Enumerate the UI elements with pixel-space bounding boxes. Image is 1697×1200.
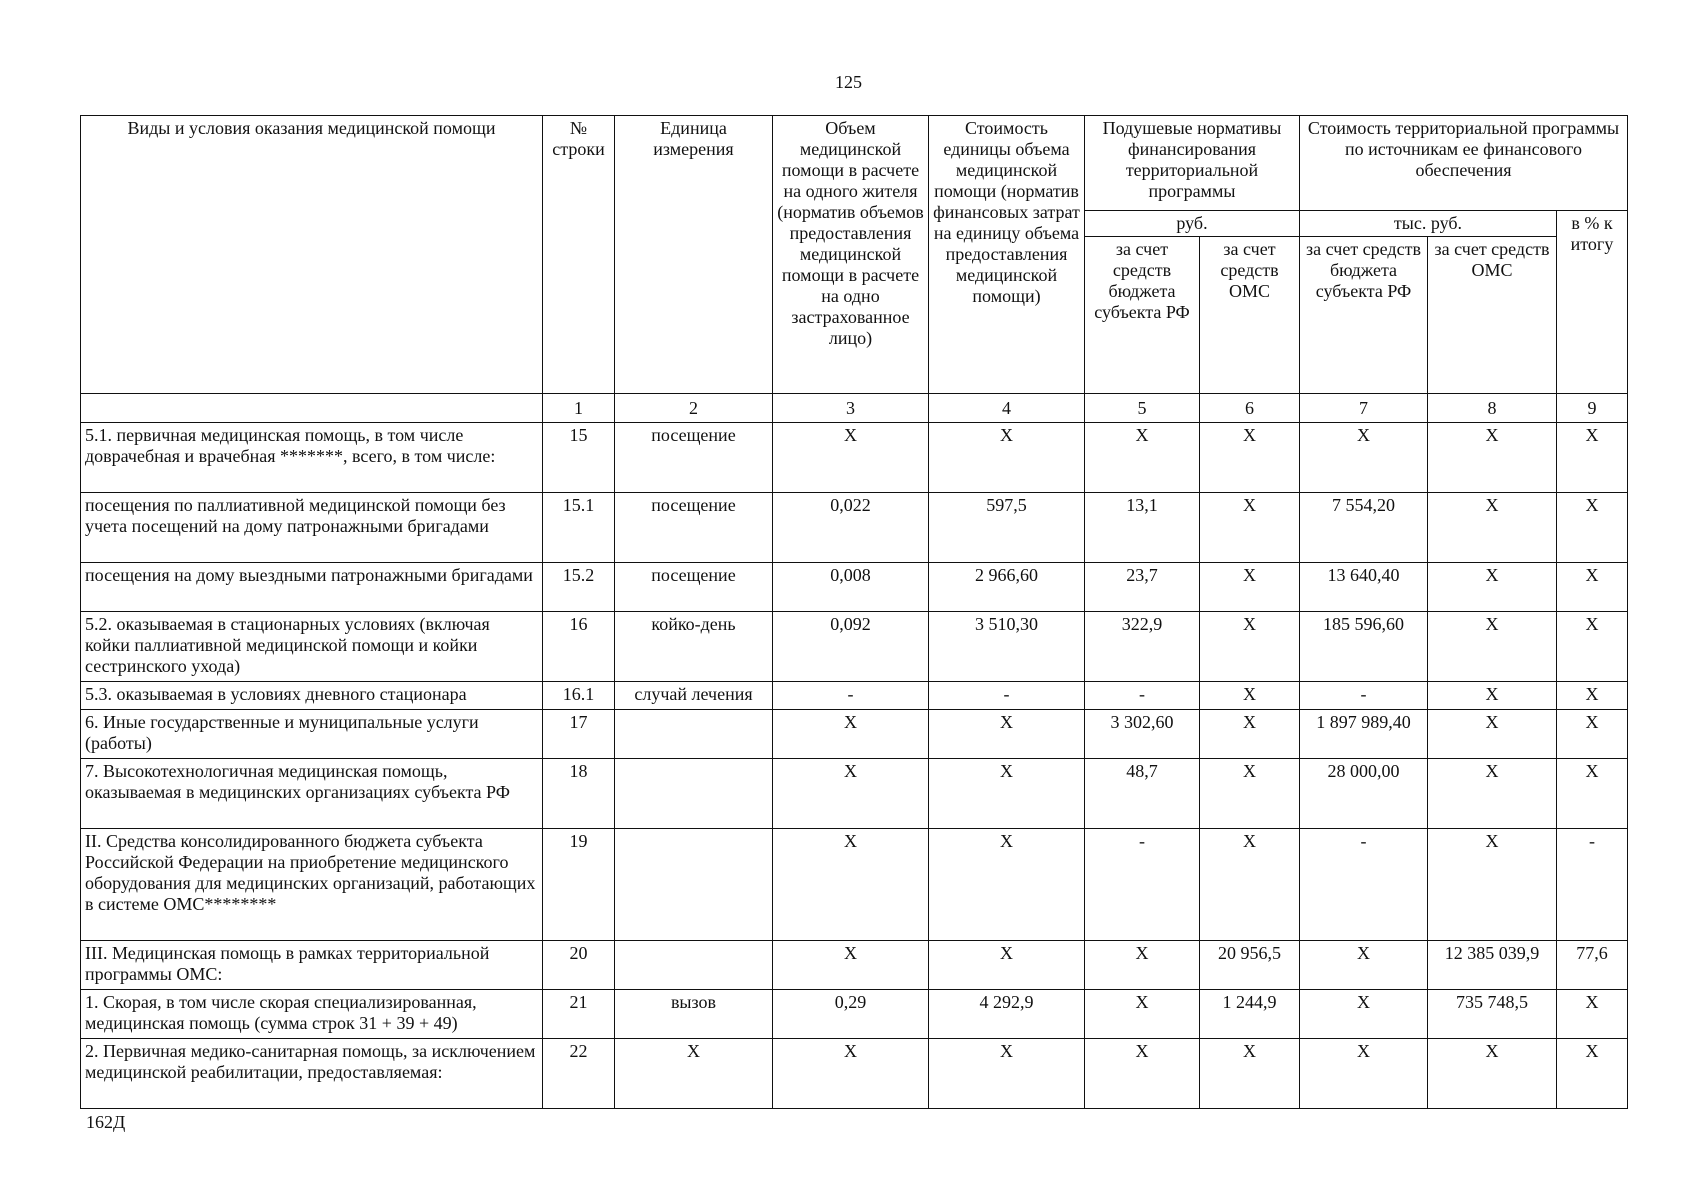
row-per-capita-oms: Х [1200,612,1300,682]
row-per-capita-oms: Х [1200,829,1300,941]
column-number: 1 [543,394,615,423]
row-name: 5.2. оказываемая в стационарных условиях (включая койки паллиативной медицинской помощи и койки сестринского ухода) [81,612,543,682]
row-percent: Х [1557,682,1628,710]
row-number: 15 [543,423,615,493]
row-volume: Х [773,1039,929,1109]
column-number: 7 [1300,394,1428,423]
row-number: 16.1 [543,682,615,710]
row-cost-budget: 13 640,40 [1300,563,1428,612]
row-per-capita-oms: Х [1200,759,1300,829]
row-percent: Х [1557,563,1628,612]
row-unit [615,941,773,990]
header-row-number: № строки [543,116,615,394]
row-per-capita-budget: 3 302,60 [1085,710,1200,759]
column-number-blank [81,394,543,423]
row-per-capita-budget: 322,9 [1085,612,1200,682]
row-cost-oms: 735 748,5 [1428,990,1557,1039]
row-percent: 77,6 [1557,941,1628,990]
row-volume: - [773,682,929,710]
row-name: 2. Первичная медико-санитарная помощь, за исключением медицинской реабилитации, предоставляемая: [81,1039,543,1109]
header-unit-cost: Стоимость единицы объема медицинской помощи (норматив финансовых затрат на единицу объема предоставления медицинской помощи) [929,116,1085,394]
row-unit [615,759,773,829]
row-cost-budget: 185 596,60 [1300,612,1428,682]
row-per-capita-oms: Х [1200,563,1300,612]
row-per-capita-budget: Х [1085,423,1200,493]
column-number: 6 [1200,394,1300,423]
row-cost-budget: Х [1300,990,1428,1039]
row-unit: посещение [615,563,773,612]
row-per-capita-budget: - [1085,829,1200,941]
row-unit: случай лечения [615,682,773,710]
row-unit: койко-день [615,612,773,682]
row-cost-budget: - [1300,829,1428,941]
row-number: 22 [543,1039,615,1109]
row-per-capita-oms: 20 956,5 [1200,941,1300,990]
row-number: 20 [543,941,615,990]
column-number: 4 [929,394,1085,423]
row-per-capita-oms: Х [1200,1039,1300,1109]
row-name: 7. Высокотехнологичная медицинская помощь, оказываемая в медицинских организациях субъекта РФ [81,759,543,829]
row-number: 15.2 [543,563,615,612]
table-row [81,829,1628,941]
row-cost-budget: Х [1300,1039,1428,1109]
row-unit [615,829,773,941]
row-number: 19 [543,829,615,941]
header-unit-rub: руб. [1085,211,1300,237]
row-per-capita-oms: Х [1200,710,1300,759]
column-number-row [81,394,1628,423]
table-row [81,563,1628,612]
row-per-capita-oms: Х [1200,423,1300,493]
table-row [81,612,1628,682]
row-per-capita-oms: Х [1200,493,1300,563]
row-percent: Х [1557,1039,1628,1109]
header-unit-thousand-rub: тыс. руб. [1300,211,1557,237]
row-per-capita-budget: Х [1085,1039,1200,1109]
row-unit-cost: Х [929,941,1085,990]
row-unit-cost: Х [929,829,1085,941]
row-unit-cost: - [929,682,1085,710]
row-name: 5.3. оказываемая в условиях дневного стационара [81,682,543,710]
row-name: 1. Скорая, в том числе скорая специализированная, медицинская помощь (сумма строк 31 + 39 + 49) [81,990,543,1039]
column-number: 5 [1085,394,1200,423]
header-budget-rub: за счет средств бюджета субъекта РФ [1085,237,1200,394]
row-name: посещения на дому выездными патронажными бригадами [81,563,543,612]
header-name: Виды и условия оказания медицинской помощи [81,116,543,394]
table-row [81,1039,1628,1109]
row-volume: 0,022 [773,493,929,563]
row-unit-cost: 2 966,60 [929,563,1085,612]
column-number: 9 [1557,394,1628,423]
row-name: 6. Иные государственные и муниципальные услуги (работы) [81,710,543,759]
header-volume: Объем медицинской помощи в расчете на одного жителя (норматив объемов предоставления медицинской помощи в расчете на одно застрахованное лицо) [773,116,929,394]
row-unit: посещение [615,493,773,563]
header-unit: Единица измерения [615,116,773,394]
row-percent: Х [1557,990,1628,1039]
row-name: 5.1. первичная медицинская помощь, в том числе доврачебная и врачебная *******, всего, в том числе: [81,423,543,493]
column-number: 2 [615,394,773,423]
row-cost-budget: Х [1300,941,1428,990]
row-per-capita-oms: 1 244,9 [1200,990,1300,1039]
row-volume: 0,092 [773,612,929,682]
row-unit-cost: Х [929,759,1085,829]
row-volume: Х [773,423,929,493]
table-row [81,759,1628,829]
header-per-capita-group: Подушевые нормативы финансирования территориальной программы [1085,116,1300,211]
row-percent: Х [1557,493,1628,563]
row-number: 17 [543,710,615,759]
row-unit-cost: 4 292,9 [929,990,1085,1039]
row-cost-budget: 1 897 989,40 [1300,710,1428,759]
row-cost-oms: Х [1428,1039,1557,1109]
row-per-capita-budget: Х [1085,941,1200,990]
row-per-capita-oms: Х [1200,682,1300,710]
financing-table [80,115,1628,1109]
row-percent: Х [1557,710,1628,759]
row-cost-oms: Х [1428,829,1557,941]
row-name: посещения по паллиативной медицинской помощи без учета посещений на дому патронажными бригадами [81,493,543,563]
row-cost-oms: Х [1428,423,1557,493]
header-oms-thousand: за счет средств ОМС [1428,237,1557,394]
row-cost-oms: Х [1428,563,1557,612]
row-volume: Х [773,941,929,990]
header-percent: в % к итогу [1557,211,1628,394]
row-number: 15.1 [543,493,615,563]
row-per-capita-budget: Х [1085,990,1200,1039]
row-volume: 0,008 [773,563,929,612]
page-number: 125 [835,72,862,92]
header-program-cost-group: Стоимость территориальной программы по источникам ее финансового обеспечения [1300,116,1628,211]
row-volume: 0,29 [773,990,929,1039]
header-budget-thousand: за счет средств бюджета субъекта РФ [1300,237,1428,394]
row-unit: посещение [615,423,773,493]
row-cost-oms: Х [1428,493,1557,563]
column-number: 3 [773,394,929,423]
row-unit-cost: Х [929,710,1085,759]
footer-code: 162Д [86,1112,126,1132]
row-cost-budget: - [1300,682,1428,710]
row-unit-cost: Х [929,423,1085,493]
row-number: 18 [543,759,615,829]
table-body [81,423,1628,1109]
row-unit: Х [615,1039,773,1109]
row-name: III. Медицинская помощь в рамках территориальной программы ОМС: [81,941,543,990]
row-volume: Х [773,829,929,941]
row-per-capita-budget: 13,1 [1085,493,1200,563]
row-cost-oms: 12 385 039,9 [1428,941,1557,990]
row-volume: Х [773,759,929,829]
row-cost-oms: Х [1428,759,1557,829]
row-name: II. Средства консолидированного бюджета субъекта Российской Федерации на приобретение медицинского оборудования для медицинских организаций, работающих в системе ОМС******** [81,829,543,941]
row-unit-cost: Х [929,1039,1085,1109]
row-per-capita-budget: 23,7 [1085,563,1200,612]
table-row [81,941,1628,990]
row-percent: - [1557,829,1628,941]
row-per-capita-budget: 48,7 [1085,759,1200,829]
row-cost-budget: 7 554,20 [1300,493,1428,563]
header-oms-rub: за счет средств ОМС [1200,237,1300,394]
row-percent: Х [1557,612,1628,682]
row-cost-budget: 28 000,00 [1300,759,1428,829]
row-unit-cost: 597,5 [929,493,1085,563]
row-cost-budget: Х [1300,423,1428,493]
row-cost-oms: Х [1428,612,1557,682]
row-number: 21 [543,990,615,1039]
table-row [81,423,1628,493]
row-unit-cost: 3 510,30 [929,612,1085,682]
row-per-capita-budget: - [1085,682,1200,710]
table-row [81,990,1628,1039]
row-cost-oms: Х [1428,682,1557,710]
table-row [81,493,1628,563]
row-cost-oms: Х [1428,710,1557,759]
row-percent: Х [1557,759,1628,829]
table-row [81,682,1628,710]
row-volume: Х [773,710,929,759]
row-unit [615,710,773,759]
row-unit: вызов [615,990,773,1039]
table-row [81,710,1628,759]
row-number: 16 [543,612,615,682]
column-number: 8 [1428,394,1557,423]
row-percent: Х [1557,423,1628,493]
